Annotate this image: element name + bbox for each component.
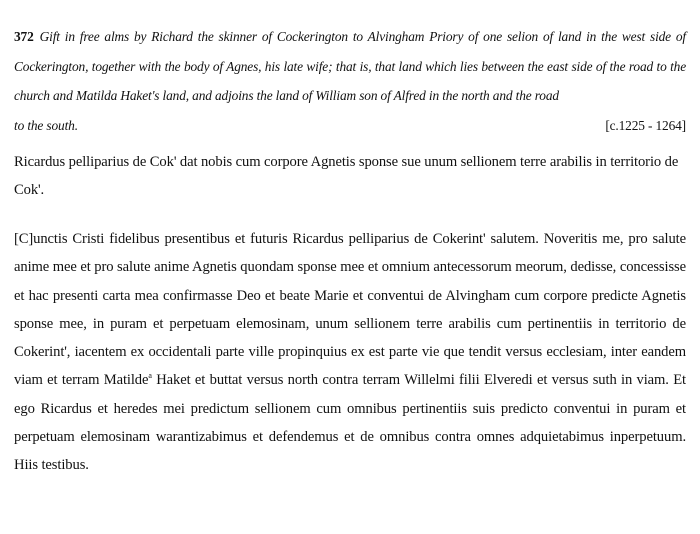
entry-heading-text: Gift in free alms by Richard the skinner of Cockerington to Alvingham Priory of one selion of land in the west side of Cockerington, together with the body of Agnes, his late wife; that is, that land which lies between the east side of the road to the church and Matilda Haket's land, and adjoins the land of William son of Alfred in the north and the road bbox=[14, 29, 686, 103]
footnote-marker: a bbox=[148, 371, 152, 381]
latin-summary: Ricardus pelliparius de Cok' dat nobis cum corpore Agnetis sponse sue unum sellionem terre arabilis in territorio de Cok'. bbox=[14, 154, 679, 198]
charter-text-part-1: [C]unctis Cristi fidelibus presentibus et futuris Ricardus pelliparius de Cokerint' salutem. Noveritis me, pro salute anime mee et pro salute anime Agnetis quondam sponse mee et omnium antecessorum meorum, dedisse, concessisse et hac presenti carta mea confirmasse Deo et beate Marie et conventui de Alvingham cum corpore predicte Agnetis sponse mee, in puram et perpetuam elemosinam, unum sellionem terre arabilis cum pertinentiis in territorio de Cokerint', iacentem ex occidentali parte ville propinquius ex est parte vie que tendit versus ecclesiam, inter eandem viam et terram Matilde bbox=[14, 231, 686, 389]
entry-number: 372 bbox=[14, 29, 34, 44]
entry-heading bbox=[14, 22, 686, 140]
document-page bbox=[14, 22, 686, 480]
entry-heading-last: to the south. bbox=[14, 117, 78, 133]
entry-date: [c.1225 - 1264] bbox=[605, 117, 686, 133]
entry-heading-last-line bbox=[14, 111, 686, 141]
charter-text-part-2: Haket et buttat versus north contra terram Willelmi filii Elveredi et versus suth in viam. Et ego Ricardus et heredes mei predictum sellionem cum omnibus pertinentiis suis predicto conventui in puram et perpetuam elemosinam warantizabimus et defendemus et de omnibus contra omnes adquietabimus inperpetuum. Hiis testibus. bbox=[14, 372, 686, 474]
charter-text bbox=[14, 225, 686, 480]
